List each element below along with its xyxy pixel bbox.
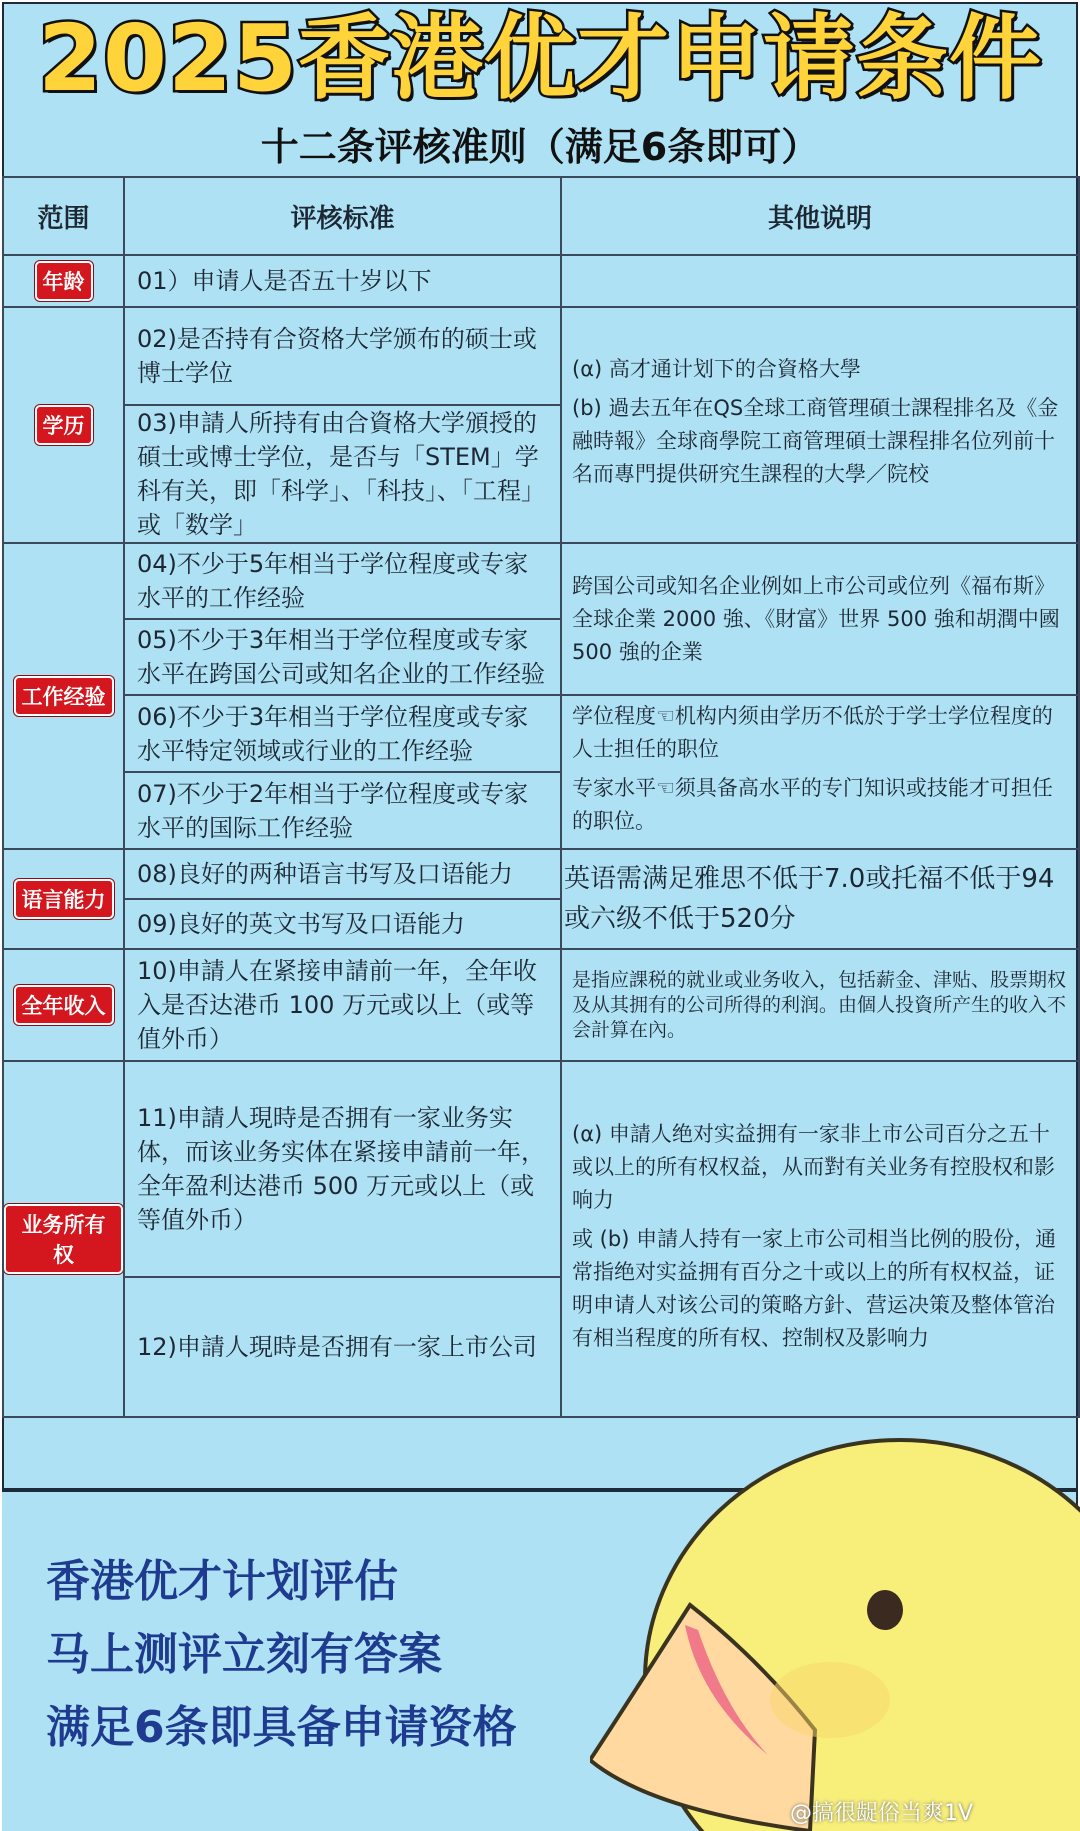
- watermark: @搞很龊俗当爽1V: [790, 1801, 974, 1826]
- note-work-expert: 专家水平☜须具备高水平的专门知识或技能才可担任的职位。: [572, 776, 1053, 833]
- note-age: [561, 255, 1079, 307]
- table-row: [3, 1061, 1079, 1277]
- scope-cell: [3, 307, 124, 543]
- table-row: [3, 255, 1079, 307]
- table-row: [3, 695, 1079, 772]
- cta-line-3: 满足6条即具备申请资格: [46, 1702, 517, 1753]
- note-language: 英语需满足雅思不低于7.0或托福不低于94或六级不低于520分: [561, 849, 1079, 949]
- criterion-02: 02)是否持有合资格大学颁布的硕士或博士学位: [124, 307, 561, 405]
- cta-line-1: 香港优才计划评估: [46, 1556, 398, 1607]
- badge-education: 学历: [35, 405, 93, 445]
- header-criteria: 评核标准: [124, 177, 561, 255]
- note-business: [561, 1061, 1079, 1417]
- note-business-b: 或 (b) 申請人持有一家上市公司相当比例的股份，通常指绝对实益拥有百分之十或以上的所有权权益，证明申请人对该公司的策略方針、营运决策及整体管治有相当程度的所有权、控制权及影响力: [572, 1226, 1057, 1350]
- criterion-05: 05)不少于3年相当于学位程度或专家水平在跨国公司或知名企业的工作经验: [124, 619, 561, 695]
- table-row: [3, 849, 1079, 899]
- note-education-b: (b) 過去五年在QS全球工商管理碩士課程排名及《金融時報》全球商學院工商管理碩士課程排名位列前十名而專門提供研究生課程的大學／院校: [572, 396, 1059, 486]
- note-work-2: [561, 695, 1079, 849]
- scope-cell: [3, 255, 124, 307]
- scope-cell: [3, 1061, 124, 1417]
- scope-cell: [3, 543, 124, 849]
- criterion-11: 11)申請人現時是否拥有一家业务实体，而该业务实体在紧接申請前一年，全年盈利达港币 500 万元或以上（或等值外币）: [124, 1061, 561, 1277]
- badge-age: 年龄: [35, 261, 93, 301]
- criterion-03: 03)申請人所持有由合資格大学頒授的碩士或博士学位，是否与「STEM」学科有关，即「科学」、「科技」、「工程」或「数学」: [124, 405, 561, 543]
- note-education-a: (α) 高才通计划下的合資格大學: [572, 357, 861, 381]
- table-row: [3, 307, 1079, 405]
- scope-cell: [3, 849, 124, 949]
- note-business-a: (α) 申請人绝对实益拥有一家非上市公司百分之五十或以上的所有权权益，从而對有关业务有控股权和影响力: [572, 1121, 1055, 1212]
- note-work-degree: 学位程度☜机构内须由学历不低於于学士学位程度的人士担任的职位: [572, 704, 1053, 761]
- poster-title: 2025香港优才申请条件: [37, 5, 1043, 112]
- table-row: [3, 543, 1079, 619]
- badge-business: 业务所有权: [4, 1204, 123, 1274]
- note-education: [561, 307, 1079, 543]
- table-row: [3, 949, 1079, 1061]
- criterion-07: 07)不少于2年相当于学位程度或专家水平的国际工作经验: [124, 772, 561, 849]
- scope-cell: [3, 949, 124, 1061]
- chick-mascot-icon: [590, 1430, 1080, 1831]
- criterion-09: 09)良好的英文书写及口语能力: [124, 899, 561, 949]
- criterion-12: 12)申請人現時是否拥有一家上市公司: [124, 1277, 561, 1417]
- badge-work: 工作经验: [14, 676, 114, 716]
- criterion-04: 04)不少于5年相当于学位程度或专家水平的工作经验: [124, 543, 561, 619]
- criterion-06: 06)不少于3年相当于学位程度或专家水平特定领域或行业的工作经验: [124, 695, 561, 772]
- criterion-10: 10)申請人在紧接申請前一年，全年收入是否达港币 100 万元或以上（或等值外币）: [124, 949, 561, 1061]
- header-notes: 其他说明: [561, 177, 1079, 255]
- poster-subtitle: 十二条评核准则（满足6条即可）: [260, 125, 820, 169]
- criteria-table: [2, 176, 1080, 1418]
- criterion-01: 01）申请人是否五十岁以下: [124, 255, 561, 307]
- table-header-row: [3, 177, 1079, 255]
- criterion-08: 08)良好的两种语言书写及口语能力: [124, 849, 561, 899]
- cta-line-2: 马上测评立刻有答案: [46, 1629, 442, 1680]
- header-scope: 范围: [3, 177, 124, 255]
- note-income: 是指应課税的就业或业务收入，包括薪金、津贴、股票期权及从其拥有的公司所得的利润。由個人投資所产生的收入不会計算在內。: [561, 949, 1079, 1061]
- badge-language: 语言能力: [14, 879, 114, 919]
- note-work-1: 跨国公司或知名企业例如上市公司或位列《福布斯》全球企業 2000 強、《財富》世界 500 強和胡潤中國 500 強的企業: [561, 543, 1079, 695]
- badge-income: 全年收入: [14, 985, 114, 1025]
